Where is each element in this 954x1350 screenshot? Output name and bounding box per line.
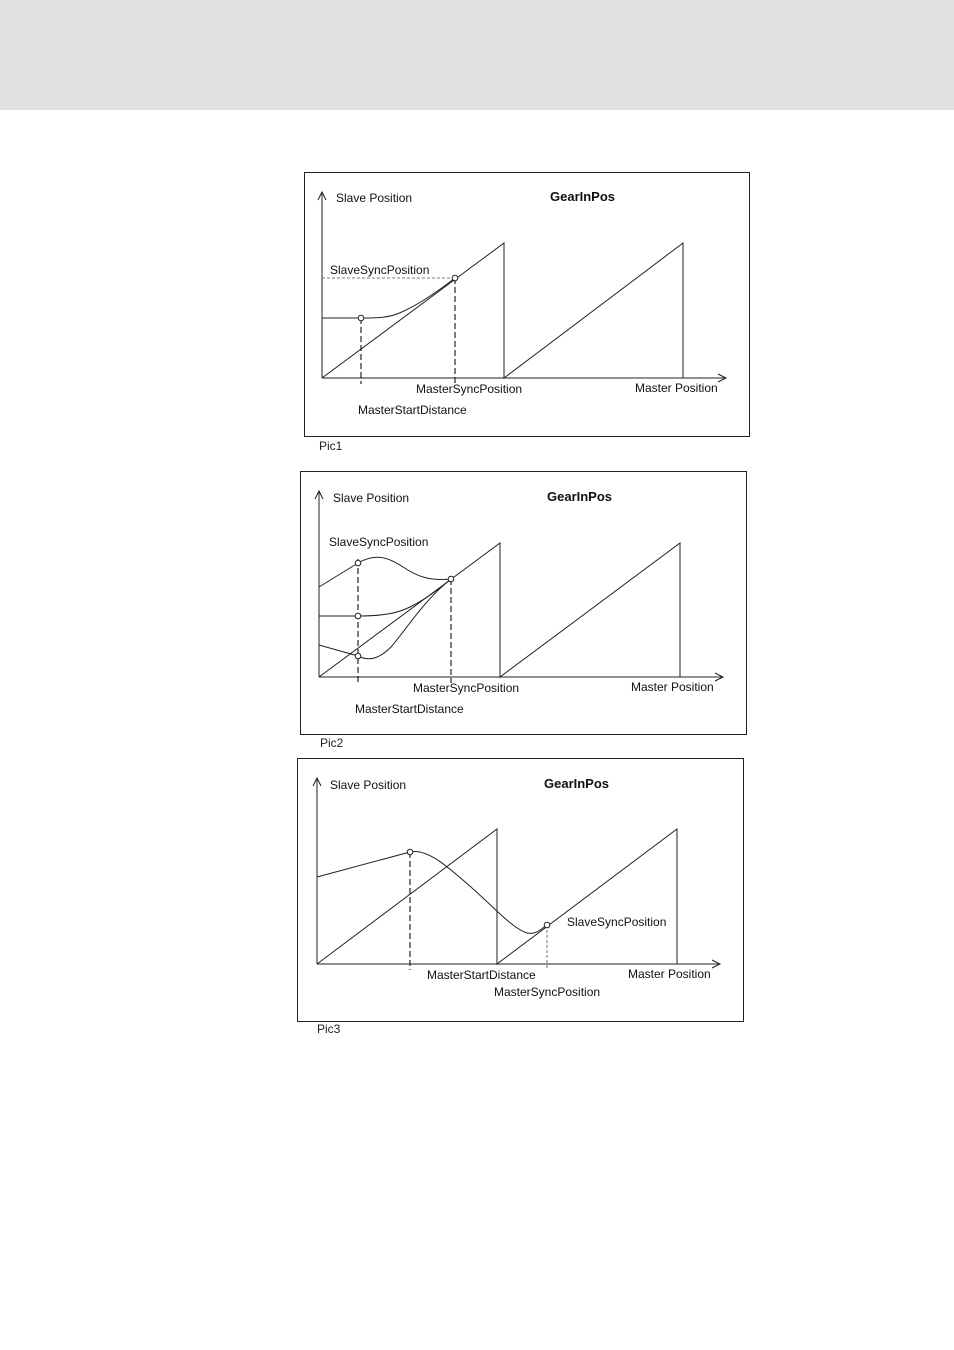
start-point: [407, 849, 413, 855]
sync-point: [544, 922, 550, 928]
slave-sync-label: SlaveSyncPosition: [567, 915, 667, 929]
sync-point: [452, 275, 458, 281]
start-point: [358, 315, 364, 321]
figure-1-diagram: [304, 172, 750, 437]
y-axis-label: Slave Position: [333, 491, 410, 505]
x-axis-label: Master Position: [631, 680, 714, 694]
start-point-low: [355, 653, 361, 659]
figure-2-caption: Pic2: [320, 736, 344, 750]
master-start-label: MasterStartDistance: [427, 968, 536, 982]
figure-2-diagram: [300, 471, 747, 735]
start-point-high: [355, 560, 361, 566]
slave-sync-label: SlaveSyncPosition: [329, 535, 429, 549]
figure-title: GearInPos: [544, 776, 610, 791]
figure-1-caption: Pic1: [319, 439, 343, 453]
figure-title: GearInPos: [547, 489, 613, 504]
sync-point: [448, 576, 454, 582]
master-start-label: MasterStartDistance: [358, 403, 467, 417]
y-axis-label: Slave Position: [336, 191, 413, 205]
start-point-mid: [355, 613, 361, 619]
figure-3-diagram: [297, 758, 744, 1022]
figure-3: [297, 758, 744, 1022]
master-sync-label: MasterSyncPosition: [413, 681, 520, 695]
slave-sync-label: SlaveSyncPosition: [330, 263, 430, 277]
master-sync-label: MasterSyncPosition: [494, 985, 601, 999]
master-start-label: MasterStartDistance: [355, 702, 464, 716]
y-axis-label: Slave Position: [330, 778, 407, 792]
x-axis-label: Master Position: [635, 381, 718, 395]
page-header-band: [0, 0, 954, 110]
x-axis-label: Master Position: [628, 967, 711, 981]
figure-2: [300, 471, 747, 735]
master-sync-label: MasterSyncPosition: [416, 382, 523, 396]
figure-1: [304, 172, 750, 437]
figure-3-caption: Pic3: [317, 1022, 341, 1036]
figure-title: GearInPos: [550, 189, 616, 204]
